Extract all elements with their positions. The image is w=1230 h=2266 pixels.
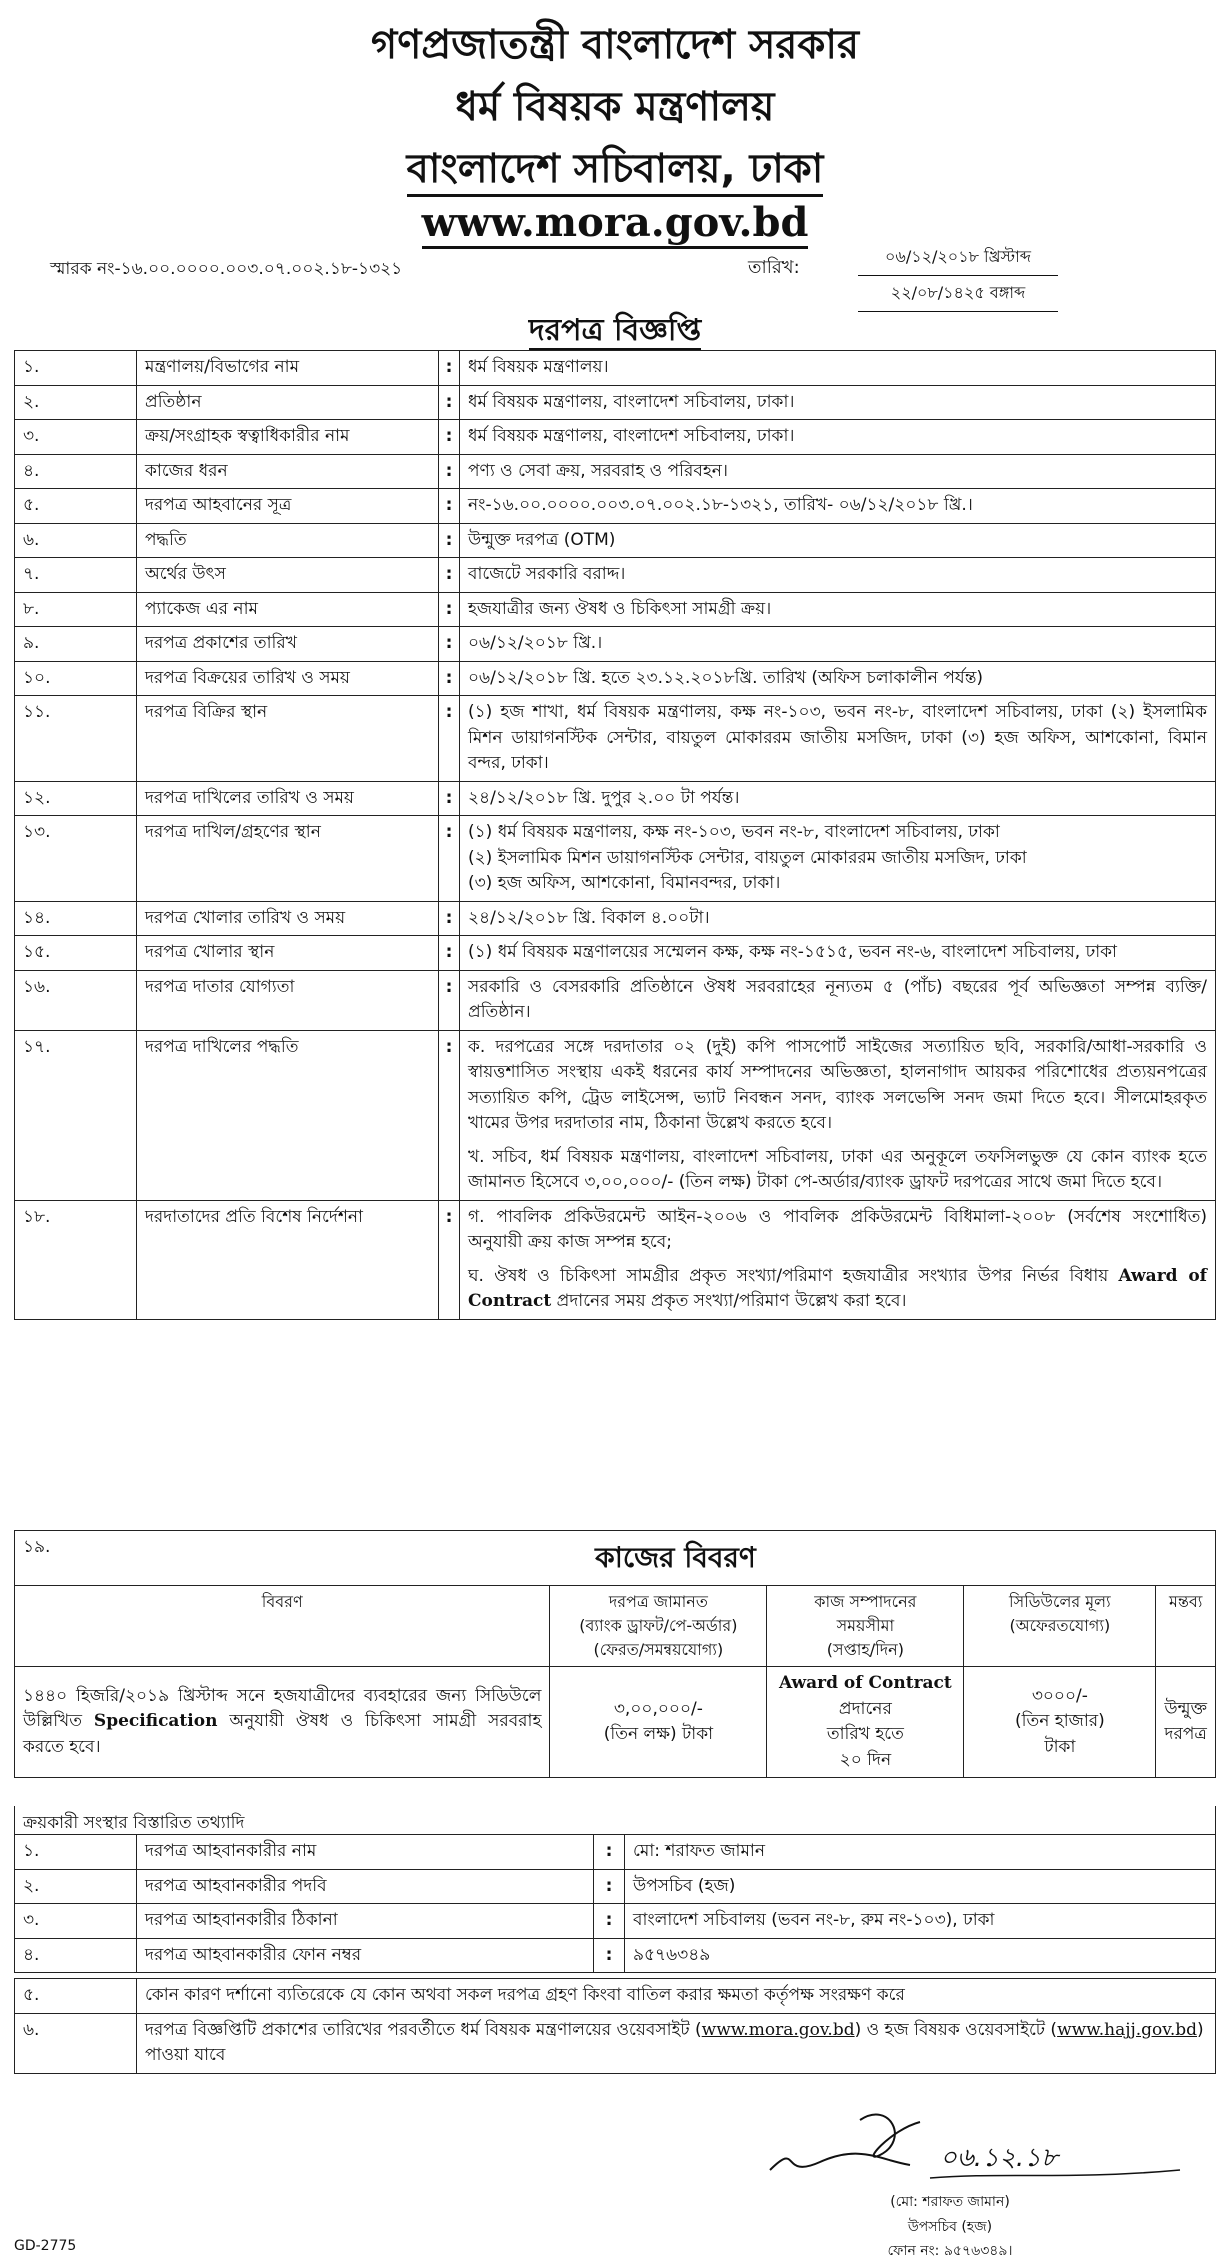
row-value: হজযাত্রীর জন্য ঔষধ ও চিকিৎসা সামগ্রী ক্রয়।	[460, 592, 1216, 627]
row-value: ধর্ম বিষয়ক মন্ত্রণালয়।	[460, 351, 1216, 386]
date-label: তারিখ:	[748, 257, 800, 278]
row-colon: :	[439, 661, 460, 696]
document-code: GD-2775	[14, 2238, 77, 2254]
table-row	[15, 454, 1216, 489]
work-title: কাজের বিবরণ	[136, 1531, 1216, 1586]
contact-table	[14, 1834, 1216, 1973]
row-label: পদ্ধতি	[137, 523, 439, 558]
row-serial: ১৮.	[15, 1200, 137, 1319]
table-row	[15, 420, 1216, 455]
row-label: দরপত্র খোলার স্থান	[137, 936, 439, 971]
row-label: ক্রয়/সংগ্রাহক স্বত্বাধিকারীর নাম	[137, 420, 439, 455]
contact-value: উপসচিব (হজ)	[625, 1869, 1216, 1904]
ministry-title: ধর্ম বিষয়ক মন্ত্রণালয়	[455, 84, 775, 130]
work-header-period: কাজ সম্পাদনের সময়সীমা (সপ্তাহ/দিন)	[767, 1586, 964, 1667]
row-value: (১) ধর্ম বিষয়ক মন্ত্রণালয়, কক্ষ নং-১০৩, ভবন নং-৮, বাংলাদেশ সচিবালয়, ঢাকা (২) ইসলামিক মিশন ডায়াগনস্টিক সেন্টার, বায়তুল মোকাররম জাতীয় মসজিদ, ঢাকা (৩) হজ অফিস, আশকোনা, বিমানবন্দর, ঢাকা।	[460, 816, 1216, 902]
contact-colon: :	[594, 1938, 625, 1973]
footer-serial: ৬.	[15, 2013, 137, 2073]
row-serial: ৬.	[15, 523, 137, 558]
work-header-remarks: মন্তব্য	[1156, 1586, 1216, 1667]
work-schedule-price: ৩০০০/- (তিন হাজার) টাকা	[964, 1667, 1156, 1778]
row-serial: ৪.	[15, 454, 137, 489]
row-colon: :	[439, 454, 460, 489]
notice-title: দরপত্র বিজ্ঞপ্তি	[529, 313, 701, 351]
row-label: কাজের ধরন	[137, 454, 439, 489]
ministry-website-link[interactable]: www.mora.gov.bd	[701, 2019, 855, 2040]
work-serial: ১৯.	[15, 1531, 137, 1586]
work-security: ৩,০০,০০০/- (তিন লক্ষ) টাকা	[550, 1667, 767, 1778]
table-row	[15, 781, 1216, 816]
work-description-table	[14, 1530, 1216, 1778]
footer-text: দরপত্র বিজ্ঞপ্তিটি প্রকাশের তারিখের পরবর্তীতে ধর্ম বিষয়ক মন্ত্রণালয়ের ওয়েবসাইট (www.mora.gov.bd) ও হজ বিষয়ক ওয়েবসাইটে (www.hajj.gov.bd) পাওয়া যাবে	[137, 2013, 1216, 2073]
row-serial: ১৫.	[15, 936, 137, 971]
row-value: (১) হজ শাখা, ধর্ম বিষয়ক মন্ত্রণালয়, কক্ষ নং-১০৩, ভবন নং-৮, বাংলাদেশ সচিবালয়, ঢাকা (২) ইসলামিক মিশন ডায়াগনস্টিক সেন্টার, বায়তুল মোকাররম জাতীয় মসজিদ, ঢাকা (৩) হজ অফিস, আশকোনা, বিমান বন্দর, ঢাকা।	[460, 696, 1216, 782]
row-colon: :	[439, 627, 460, 662]
signatory-phone: ফোন নং: ৯৫৭৬৩৪৯।	[887, 2243, 1013, 2259]
row-label: প্যাকেজ এর নাম	[137, 592, 439, 627]
row-serial: ৭.	[15, 558, 137, 593]
row-label: দরপত্র দাতার যোগ্যতা	[137, 970, 439, 1030]
table-row	[15, 1200, 1216, 1319]
row-value: নং-১৬.০০.০০০০.০০৩.০৭.০০২.১৮-১৩২১, তারিখ- ০৬/১২/২০১৮ খ্রি.।	[460, 489, 1216, 524]
row-serial: ৯.	[15, 627, 137, 662]
table-row	[15, 592, 1216, 627]
row-value: সরকারি ও বেসরকারি প্রতিষ্ঠানে ঔষধ সরবরাহের নূন্যতম ৫ (পাঁচ) বছরের পূর্ব অভিজ্ঞতা সম্পন্ন ব্যক্তি/প্রতিষ্ঠান।	[460, 970, 1216, 1030]
row-colon: :	[439, 558, 460, 593]
row-value	[460, 1030, 1216, 1200]
row-value: ২৪/১২/২০১৮ খ্রি. দুপুর ২.০০ টা পর্যন্ত।	[460, 781, 1216, 816]
row-colon: :	[439, 351, 460, 386]
row-value: ০৬/১২/২০১৮ খ্রি.।	[460, 627, 1216, 662]
signatory-name: (মো: শরাফত জামান)	[890, 2194, 1010, 2210]
row-label: মন্ত্রণালয়/বিভাগের নাম	[137, 351, 439, 386]
instruction-clause-gha: ঘ. ঔষধ ও চিকিৎসা সামগ্রীর প্রকৃত সংখ্যা/পরিমাণ হজযাত্রীর সংখ্যার উপর নির্ভর বিধায় Award of Contract প্রদানের সময় প্রকৃত সংখ্যা/পরিমাণ উল্লেখ করা হবে।	[468, 1265, 1207, 1311]
organization-section-title: ক্রয়কারী সংস্থার বিস্তারিত তথ্যাদি	[14, 1806, 1216, 1842]
date-box	[858, 240, 1058, 312]
row-serial: ৫.	[15, 489, 137, 524]
row-serial: ১১.	[15, 696, 137, 782]
secretariat-title: বাংলাদেশ সচিবালয়, ঢাকা	[407, 146, 824, 197]
row-value: উন্মুক্ত দরপত্র (OTM)	[460, 523, 1216, 558]
row-colon: :	[439, 696, 460, 782]
contact-colon: :	[594, 1904, 625, 1939]
instruction-clause-ga: গ. পাবলিক প্রকিউরমেন্ট আইন-২০০৬ ও পাবলিক প্রকিউরমেন্ট বিধিমালা-২০০৮ (সর্বশেষ সংশোধিত) অনুযায়ী ক্রয় কাজ সম্পন্ন হবে;	[468, 1206, 1207, 1252]
contact-colon: :	[594, 1835, 625, 1870]
footer-row	[15, 1979, 1216, 2014]
row-serial: ৮.	[15, 592, 137, 627]
table-row	[15, 558, 1216, 593]
date-bangla: ২২/০৮/১৪২৫ বঙ্গাব্দ	[858, 276, 1058, 312]
row-colon: :	[439, 970, 460, 1030]
contact-label: দরপত্র আহবানকারীর ফোন নম্বর	[137, 1938, 594, 1973]
table-row	[15, 385, 1216, 420]
table-row	[15, 351, 1216, 386]
row-colon: :	[439, 420, 460, 455]
row-value: ২৪/১২/২০১৮ খ্রি. বিকাল ৪.০০টা।	[460, 901, 1216, 936]
row-serial: ১৬.	[15, 970, 137, 1030]
contact-colon: :	[594, 1869, 625, 1904]
work-description: ১৪৪০ হিজরি/২০১৯ খ্রিস্টাব্দ সনে হজযাত্রীদের ব্যবহারের জন্য সিডিউলে উল্লিখিত Specification অনুযায়ী ঔষধ ও চিকিৎসা সামগ্রী সরবরাহ করতে হবে।	[15, 1667, 550, 1778]
contact-serial: ৪.	[15, 1938, 137, 1973]
row-colon: :	[439, 523, 460, 558]
table-row	[15, 696, 1216, 782]
row-label: দরপত্র দাখিলের তারিখ ও সময়	[137, 781, 439, 816]
work-header-description: বিবরণ	[15, 1586, 550, 1667]
govt-title: গণপ্রজাতন্ত্রী বাংলাদেশ সরকার	[371, 22, 859, 68]
row-colon: :	[439, 1200, 460, 1319]
website-link[interactable]: www.mora.gov.bd	[422, 199, 809, 249]
contact-row	[15, 1904, 1216, 1939]
row-value	[460, 1200, 1216, 1319]
work-period: Award of Contract প্রদানের তারিখ হতে ২০ দিন	[767, 1667, 964, 1778]
contact-row	[15, 1835, 1216, 1870]
table-row	[15, 627, 1216, 662]
signature-block	[820, 2190, 1080, 2264]
contact-serial: ৩.	[15, 1904, 137, 1939]
signature-image	[740, 2100, 1220, 2190]
footer-row	[15, 2013, 1216, 2073]
tender-details-table	[14, 350, 1216, 1320]
row-value: বাজেটে সরকারি বরাদ্দ।	[460, 558, 1216, 593]
table-row	[15, 1030, 1216, 1200]
contact-serial: ১.	[15, 1835, 137, 1870]
row-value: পণ্য ও সেবা ক্রয়, সরবরাহ ও পরিবহন।	[460, 454, 1216, 489]
row-serial: ২.	[15, 385, 137, 420]
row-colon: :	[439, 385, 460, 420]
row-colon: :	[439, 1030, 460, 1200]
table-row	[15, 970, 1216, 1030]
contact-label: দরপত্র আহবানকারীর ঠিকানা	[137, 1904, 594, 1939]
footer-notes-table	[14, 1978, 1216, 2074]
work-remarks: উন্মুক্ত দরপত্র	[1156, 1667, 1216, 1778]
table-row	[15, 489, 1216, 524]
row-value: ০৬/১২/২০১৮ খ্রি. হতে ২৩.১২.২০১৮খ্রি. তারিখ (অফিস চলাকালীন পর্যন্ত)	[460, 661, 1216, 696]
table-row	[15, 816, 1216, 902]
row-serial: ৩.	[15, 420, 137, 455]
table-row	[15, 523, 1216, 558]
row-serial: ১৩.	[15, 816, 137, 902]
row-value: ধর্ম বিষয়ক মন্ত্রণালয়, বাংলাদেশ সচিবালয়, ঢাকা।	[460, 420, 1216, 455]
contact-value: মো: শরাফত জামান	[625, 1835, 1216, 1870]
memo-reference: স্মারক নং-১৬.০০.০০০০.০০৩.০৭.০০২.১৮-১৩২১	[50, 259, 403, 279]
row-label: প্রতিষ্ঠান	[137, 385, 439, 420]
contact-value: বাংলাদেশ সচিবালয় (ভবন নং-৮, রুম নং-১০৩), ঢাকা	[625, 1904, 1216, 1939]
row-colon: :	[439, 489, 460, 524]
row-colon: :	[439, 781, 460, 816]
row-value: ধর্ম বিষয়ক মন্ত্রণালয়, বাংলাদেশ সচিবালয়, ঢাকা।	[460, 385, 1216, 420]
row-colon: :	[439, 816, 460, 902]
table-row	[15, 936, 1216, 971]
contact-row	[15, 1938, 1216, 1973]
row-label: দরদাতাদের প্রতি বিশেষ নির্দেশনা	[137, 1200, 439, 1319]
contact-label: দরপত্র আহবানকারীর পদবি	[137, 1869, 594, 1904]
table-row	[15, 661, 1216, 696]
row-label: দরপত্র খোলার তারিখ ও সময়	[137, 901, 439, 936]
submission-clause-kha: খ. সচিব, ধর্ম বিষয়ক মন্ত্রণালয়, বাংলাদেশ সচিবালয়, ঢাকা এর অনুকূলে তফসিলভুক্ত যে কোন ব্যাংক হতে জামানত হিসেবে ৩,০০,০০০/- (তিন লক্ষ) টাকা পে-অর্ডার/ব্যাংক ড্রাফট দরপত্রের সাথে জমা দিতে হবে।	[468, 1146, 1207, 1192]
row-value: (১) ধর্ম বিষয়ক মন্ত্রণালয়ের সম্মেলন কক্ষ, কক্ষ নং-১৫১৫, ভবন নং-৬, বাংলাদেশ সচিবালয়, ঢাকা	[460, 936, 1216, 971]
row-label: দরপত্র আহবানের সূত্র	[137, 489, 439, 524]
row-colon: :	[439, 901, 460, 936]
submission-clause-ka: ক. দরপত্রের সঙ্গে দরদাতার ০২ (দুই) কপি পাসপোর্ট সাইজের সত্যায়িত ছবি, সরকারি/আধা-সরকারি ও স্বায়ত্তশাসিত সংস্থায় একই ধরনের কার্য সম্পাদনের অভিজ্ঞতা, হালনাগাদ আয়কর পরিশোধের প্রত্যয়নপত্রের সত্যায়িত কপি, ট্রেড লাইসেন্স, ভ্যাট নিবন্ধন সনদ, ব্যাংক সলভেন্সি সনদ জমা দিতে হবে। সীলমোহরকৃত খামের উপর দরদাতার নাম, ঠিকানা উল্লেখ করতে হবে।	[468, 1036, 1207, 1133]
row-colon: :	[439, 592, 460, 627]
footer-serial: ৫.	[15, 1979, 137, 2014]
row-serial: ১৪.	[15, 901, 137, 936]
contact-label: দরপত্র আহবানকারীর নাম	[137, 1835, 594, 1870]
row-serial: ১০.	[15, 661, 137, 696]
row-label: দরপত্র বিক্রির স্থান	[137, 696, 439, 782]
hajj-website-link[interactable]: www.hajj.gov.bd	[1057, 2019, 1198, 2040]
contact-row	[15, 1869, 1216, 1904]
work-header-security: দরপত্র জামানত (ব্যাংক ড্রাফট/পে-অর্ডার) (ফেরত/সমন্বয়যোগ্য)	[550, 1586, 767, 1667]
signature-script: ০৬.১২.১৮	[940, 2143, 1058, 2173]
footer-text: কোন কারণ দর্শানো ব্যতিরেকে যে কোন অথবা সকল দরপত্র গ্রহণ কিংবা বাতিল করার ক্ষমতা কর্তৃপক্ষ সংরক্ষণ করে	[137, 1979, 1216, 2014]
row-label: অর্থের উৎস	[137, 558, 439, 593]
row-colon: :	[439, 936, 460, 971]
table-row	[15, 901, 1216, 936]
row-serial: ১৭.	[15, 1030, 137, 1200]
row-label: দরপত্র দাখিলের পদ্ধতি	[137, 1030, 439, 1200]
contact-value: ৯৫৭৬৩৪৯	[625, 1938, 1216, 1973]
row-label: দরপত্র বিক্রয়ের তারিখ ও সময়	[137, 661, 439, 696]
row-serial: ১২.	[15, 781, 137, 816]
contact-serial: ২.	[15, 1869, 137, 1904]
row-label: দরপত্র প্রকাশের তারিখ	[137, 627, 439, 662]
row-serial: ১.	[15, 351, 137, 386]
date-gregorian: ০৬/১২/২০১৮ খ্রিস্টাব্দ	[858, 240, 1058, 276]
row-label: দরপত্র দাখিল/গ্রহণের স্থান	[137, 816, 439, 902]
work-header-price: সিডিউলের মূল্য (অফেরতযোগ্য)	[964, 1586, 1156, 1667]
signatory-designation: উপসচিব (হজ)	[907, 2218, 993, 2235]
